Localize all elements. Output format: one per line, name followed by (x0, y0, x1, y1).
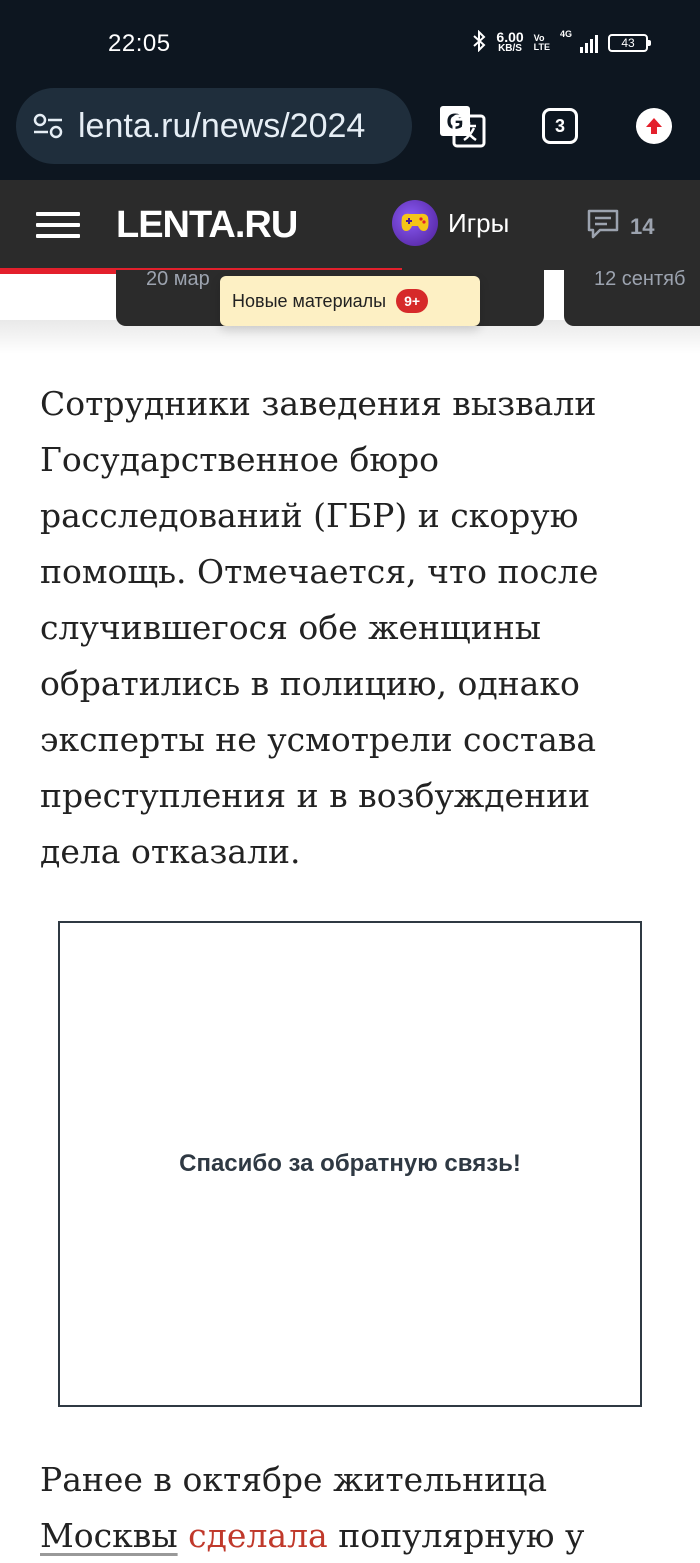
card-date: 20 мар (146, 270, 210, 290)
network-speed (496, 29, 524, 54)
volte-indicator (534, 34, 550, 52)
new-materials-badge: 9+ (396, 289, 428, 313)
new-materials-label: Новые материалы (232, 290, 387, 311)
tabs-button[interactable] (542, 108, 578, 144)
status-time: 22:05 (108, 30, 171, 57)
games-label: Игры (448, 207, 510, 238)
site-header (0, 180, 700, 270)
site-logo[interactable]: LENTA.RU (116, 204, 298, 246)
network-speed-unit: KB/S (498, 43, 522, 54)
browser-toolbar (0, 88, 700, 180)
hamburger-menu-icon[interactable] (36, 212, 80, 238)
paragraph-text: популярную у (327, 1516, 585, 1555)
status-bar (0, 0, 700, 88)
bluetooth-icon (472, 30, 486, 56)
paragraph-text: Ранее в октябре жительница (40, 1460, 548, 1499)
feedback-box (58, 921, 642, 1407)
battery-icon (608, 34, 648, 52)
volte-bottom: LTE (533, 42, 550, 52)
new-materials-button[interactable] (220, 276, 480, 326)
article-paragraph (40, 1452, 680, 1563)
comment-icon (586, 208, 620, 246)
gamepad-icon (392, 200, 438, 246)
article-link[interactable]: сделала (188, 1516, 328, 1555)
comments-count: 14 (630, 214, 655, 239)
paragraph-space (178, 1516, 189, 1555)
battery-level: 43 (621, 36, 635, 50)
article-paragraph: Сотрудники заведения вызвали Государственное бюро расследований (ГБР) и скорую помощь. Отмечается, что после случившегося обе женщины обратились в полицию, однако эксперты не усмотрели состава преступления и в возбуждении дела отказали. (40, 384, 599, 871)
feedback-text: Спасибо за обратную связь! (179, 1150, 521, 1177)
update-arrow-icon[interactable] (636, 108, 672, 144)
comments-link[interactable] (586, 208, 654, 246)
volte-top: Vo (533, 33, 545, 43)
games-link[interactable] (392, 200, 509, 246)
network-type: 4G (560, 29, 573, 39)
network-speed-value: 6.00 (496, 29, 524, 45)
signal-icon (560, 29, 598, 53)
address-bar[interactable] (16, 88, 412, 164)
moscow-link[interactable]: Москвы (40, 1516, 178, 1555)
translate-icon[interactable] (438, 104, 486, 148)
url-text[interactable]: lenta.ru/news/2024 (78, 106, 366, 145)
tab-count: 3 (554, 115, 565, 136)
status-icons (472, 30, 648, 56)
svg-text:G: G (446, 109, 464, 134)
page-info-icon[interactable] (32, 110, 64, 142)
card-date: 12 сентяб (594, 270, 686, 290)
carousel-card[interactable] (564, 270, 700, 326)
